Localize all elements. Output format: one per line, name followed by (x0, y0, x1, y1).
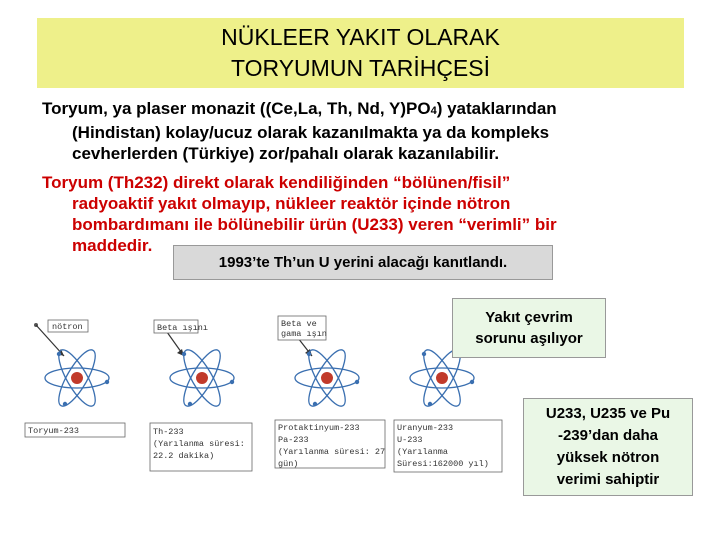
stage1-label: Toryum-233 (28, 426, 80, 436)
atom-pa-233 (295, 345, 359, 410)
beta2-label-2: gama ışın (281, 329, 327, 339)
paragraph-line: bombardımanı ile bölünebilir ürün (U233) veren “verimli” bir (72, 215, 557, 234)
stage2-line-3: 22.2 dakika) (153, 451, 215, 461)
callout-neutron-yield (523, 398, 693, 496)
stage3-box (275, 420, 385, 469)
callout-yield-line-3: yüksek nötron (556, 449, 660, 466)
thorium-decay-diagram (22, 300, 522, 500)
stage4-line-3: (Yarılanma (397, 447, 449, 457)
callout-yield-line-4: verimi sahiptir (556, 471, 660, 488)
stage4-box (394, 420, 502, 472)
beta2-label-1: Beta ve (281, 319, 317, 329)
beta-arrow-1 (154, 320, 208, 356)
paragraph-line (42, 98, 682, 122)
paragraph-line: radyoaktif yakıt olmayıp, nükleer reaktör içinde nötron (72, 194, 511, 213)
callout-proof-text: 1993’te Th’un U yerini alacağı kanıtlandı. (218, 254, 508, 271)
stage4-line-4: Süresi:162000 yıl) (397, 459, 489, 469)
title-line-1: NÜKLEER YAKIT OLARAK (221, 24, 500, 50)
callout-fuel-line-1: Yakıt çevrim (485, 309, 573, 326)
callout-yield-line-2: -239’dan daha (557, 427, 659, 444)
neutron-label: nötron (52, 322, 83, 332)
paragraph-line: cevherlerden (Türkiye) zor/pahalı olarak kazanılabilir. (72, 144, 500, 163)
paragraph-line: maddedir. (72, 236, 153, 255)
stage2-line-2: (Yarılanma süresi: (153, 439, 245, 449)
stage2-line-1: Th-233 (153, 427, 184, 437)
callout-yield-line-1: U233, U235 ve Pu (545, 405, 671, 422)
title-box (37, 18, 684, 88)
stage4-line-2: U-233 (397, 435, 423, 445)
paragraph-line: Toryum (Th232) direkt olarak kendiliğinden “bölünen/fisil” (42, 173, 511, 192)
beta-arrow-2 (278, 316, 327, 356)
paragraph-thorium (42, 172, 682, 256)
atom-th-233 (170, 345, 234, 410)
stage2-box (150, 423, 252, 471)
stage3-line-4: gün) (278, 459, 299, 469)
callout-proof (173, 245, 553, 280)
callout-fuel-line-2: sorunu aşılıyor (475, 330, 583, 347)
beta1-label: Beta ışını (157, 323, 209, 333)
stage3-line-1: Protaktinyum-233 (278, 423, 360, 433)
title-line-2: TORYUMUN TARİHÇESİ (231, 55, 490, 81)
paragraph-line: (Hindistan) kolay/ucuz olarak kazanılmakta ya da kompleks (72, 123, 550, 142)
subscript: 4 (430, 105, 437, 117)
text-segment: ) yataklarından (436, 99, 557, 118)
stage1-box (25, 423, 125, 437)
stage3-line-3: (Yarılanma süresi: 27 (278, 447, 386, 457)
paragraph-monazite (42, 98, 682, 164)
stage3-line-2: Pa-233 (278, 435, 309, 445)
callout-fuel-cycle (452, 298, 606, 358)
text-segment: Toryum, ya plaser monazit ((Ce,La, Th, Nd, Y)PO (42, 99, 431, 118)
stage4-line-1: Uranyum-233 (397, 423, 454, 433)
atom-thorium-233 (45, 345, 109, 410)
